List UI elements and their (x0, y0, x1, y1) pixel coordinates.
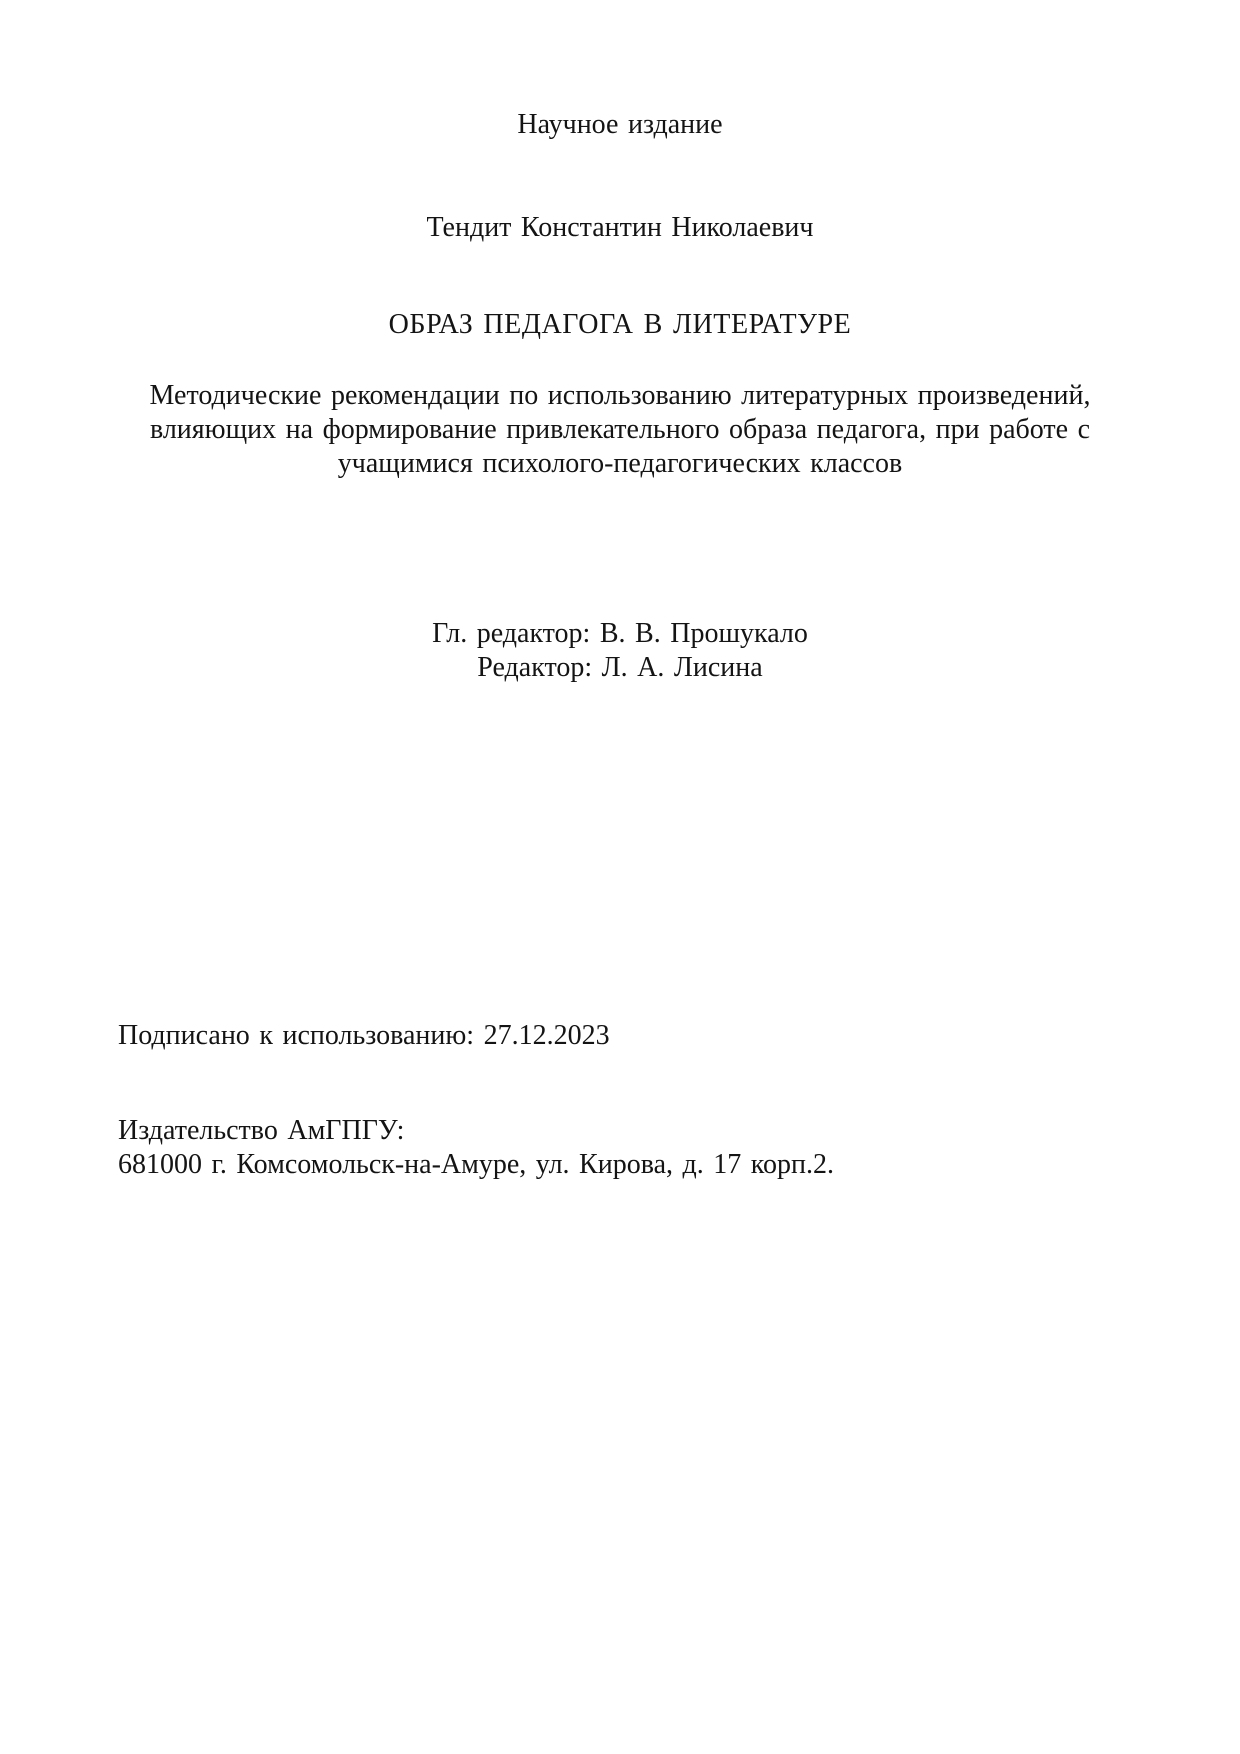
subtitle-line: учащимися психолого-педагогических классов (337, 448, 903, 479)
signed-for-use-line: Подписано к использованию: 27.12.2023 (118, 1020, 610, 1051)
editor-line: Редактор: Л. А. Лисина (477, 652, 763, 683)
subtitle-line: Методические рекомендации по использованию литературных произведений, (149, 380, 1091, 411)
author-name (0, 211, 1240, 245)
publisher-name-line: Издательство АмГПГУ: (118, 1115, 405, 1146)
subtitle-line: влияющих на формирование привлекательного образа педагога, при работе с (149, 414, 1091, 445)
edition-type-label (0, 108, 1240, 142)
book-title (0, 308, 1240, 342)
editors-block (0, 617, 1240, 685)
publisher-block (118, 1114, 1110, 1182)
publisher-address-line: 681000 г. Комсомольск-на-Амуре, ул. Кирова, д. 17 корп.2. (118, 1149, 834, 1180)
chief-editor-line: Гл. редактор: В. В. Прошукало (432, 618, 808, 649)
author-name-text: Тендит Константин Николаевич (426, 212, 814, 243)
book-title-text: ОБРАЗ ПЕДАГОГА В ЛИТЕРАТУРЕ (388, 309, 852, 340)
signed-for-use-block (118, 1019, 1110, 1053)
edition-type-text: Научное издание (517, 109, 723, 140)
subtitle-paragraph (0, 379, 1240, 481)
